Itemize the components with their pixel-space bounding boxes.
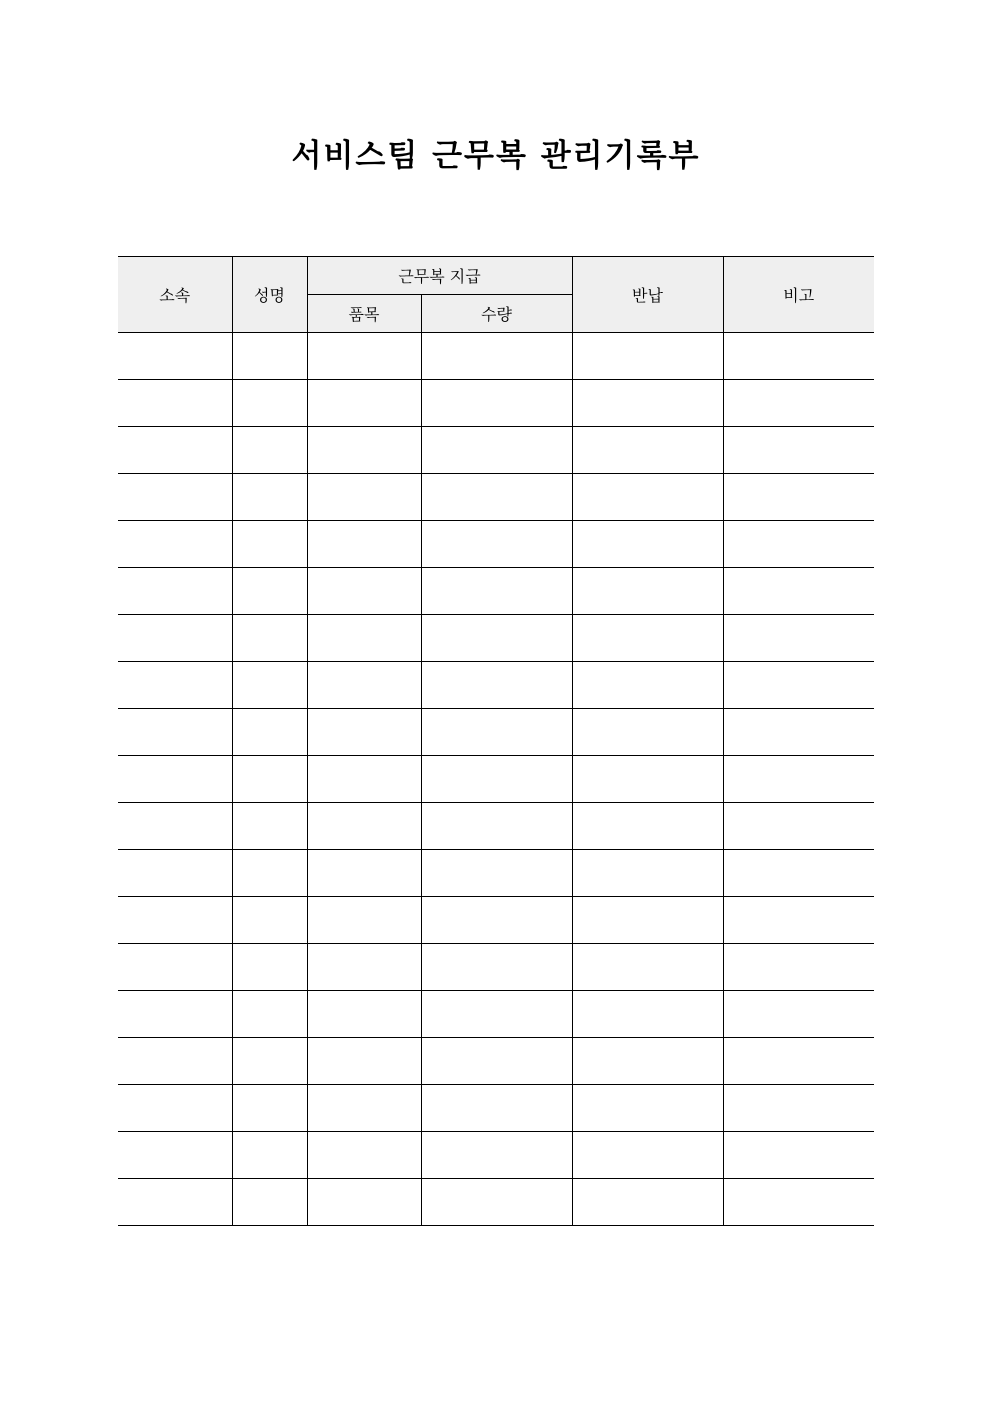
cell-name — [232, 897, 307, 944]
cell-item — [307, 615, 421, 662]
cell-name — [232, 709, 307, 756]
cell-quantity — [421, 615, 572, 662]
header-remarks: 비고 — [723, 257, 874, 333]
table-row — [118, 897, 874, 944]
cell-remarks — [723, 897, 874, 944]
cell-item — [307, 897, 421, 944]
cell-item — [307, 756, 421, 803]
cell-affiliation — [118, 427, 232, 474]
header-item: 품목 — [307, 295, 421, 333]
table-row — [118, 568, 874, 615]
cell-return — [572, 380, 723, 427]
cell-name — [232, 1179, 307, 1226]
cell-item — [307, 709, 421, 756]
cell-name — [232, 615, 307, 662]
cell-affiliation — [118, 991, 232, 1038]
cell-return — [572, 1132, 723, 1179]
cell-quantity — [421, 850, 572, 897]
cell-name — [232, 1132, 307, 1179]
cell-item — [307, 380, 421, 427]
cell-quantity — [421, 568, 572, 615]
cell-remarks — [723, 1038, 874, 1085]
cell-quantity — [421, 1038, 572, 1085]
cell-remarks — [723, 1132, 874, 1179]
cell-affiliation — [118, 1085, 232, 1132]
cell-name — [232, 662, 307, 709]
cell-affiliation — [118, 380, 232, 427]
table-row — [118, 615, 874, 662]
cell-item — [307, 521, 421, 568]
cell-quantity — [421, 521, 572, 568]
cell-return — [572, 568, 723, 615]
cell-name — [232, 521, 307, 568]
cell-item — [307, 662, 421, 709]
header-affiliation: 소속 — [118, 257, 232, 333]
cell-remarks — [723, 474, 874, 521]
cell-return — [572, 662, 723, 709]
cell-affiliation — [118, 474, 232, 521]
table-row — [118, 944, 874, 991]
cell-quantity — [421, 897, 572, 944]
cell-remarks — [723, 756, 874, 803]
cell-remarks — [723, 662, 874, 709]
table-row — [118, 333, 874, 380]
cell-affiliation — [118, 1038, 232, 1085]
cell-affiliation — [118, 944, 232, 991]
cell-affiliation — [118, 709, 232, 756]
cell-quantity — [421, 1085, 572, 1132]
cell-remarks — [723, 521, 874, 568]
cell-item — [307, 803, 421, 850]
cell-return — [572, 1085, 723, 1132]
table-row — [118, 756, 874, 803]
cell-affiliation — [118, 615, 232, 662]
cell-quantity — [421, 662, 572, 709]
cell-return — [572, 850, 723, 897]
cell-remarks — [723, 380, 874, 427]
table-row — [118, 521, 874, 568]
cell-quantity — [421, 1179, 572, 1226]
cell-affiliation — [118, 756, 232, 803]
cell-quantity — [421, 427, 572, 474]
cell-item — [307, 427, 421, 474]
cell-name — [232, 756, 307, 803]
cell-item — [307, 944, 421, 991]
cell-return — [572, 709, 723, 756]
cell-return — [572, 427, 723, 474]
cell-item — [307, 333, 421, 380]
cell-remarks — [723, 615, 874, 662]
cell-remarks — [723, 850, 874, 897]
cell-item — [307, 1132, 421, 1179]
cell-affiliation — [118, 1132, 232, 1179]
table-row — [118, 474, 874, 521]
cell-return — [572, 615, 723, 662]
header-uniform-issue: 근무복 지급 — [307, 257, 572, 295]
cell-name — [232, 427, 307, 474]
cell-name — [232, 380, 307, 427]
page-title: 서비스팀 근무복 관리기록부 — [291, 138, 701, 174]
cell-return — [572, 521, 723, 568]
table-header — [118, 257, 874, 333]
cell-quantity — [421, 756, 572, 803]
cell-remarks — [723, 333, 874, 380]
table-row — [118, 427, 874, 474]
cell-affiliation — [118, 850, 232, 897]
table-body — [118, 333, 874, 1226]
cell-affiliation — [118, 521, 232, 568]
cell-name — [232, 991, 307, 1038]
cell-return — [572, 756, 723, 803]
cell-remarks — [723, 803, 874, 850]
cell-remarks — [723, 1085, 874, 1132]
table-row — [118, 1038, 874, 1085]
cell-return — [572, 474, 723, 521]
table-row — [118, 662, 874, 709]
cell-name — [232, 803, 307, 850]
cell-return — [572, 944, 723, 991]
cell-item — [307, 991, 421, 1038]
cell-name — [232, 568, 307, 615]
cell-item — [307, 568, 421, 615]
cell-quantity — [421, 333, 572, 380]
cell-item — [307, 1085, 421, 1132]
header-return: 반납 — [572, 257, 723, 333]
cell-remarks — [723, 991, 874, 1038]
cell-return — [572, 803, 723, 850]
cell-affiliation — [118, 1179, 232, 1226]
cell-name — [232, 333, 307, 380]
cell-affiliation — [118, 897, 232, 944]
header-quantity: 수량 — [421, 295, 572, 333]
cell-remarks — [723, 1179, 874, 1226]
cell-remarks — [723, 568, 874, 615]
cell-item — [307, 1179, 421, 1226]
cell-quantity — [421, 991, 572, 1038]
cell-name — [232, 474, 307, 521]
header-row-top — [118, 257, 874, 295]
cell-item — [307, 1038, 421, 1085]
cell-return — [572, 1038, 723, 1085]
cell-return — [572, 991, 723, 1038]
cell-remarks — [723, 709, 874, 756]
cell-name — [232, 944, 307, 991]
cell-return — [572, 897, 723, 944]
cell-quantity — [421, 1132, 572, 1179]
cell-name — [232, 1038, 307, 1085]
cell-return — [572, 333, 723, 380]
cell-affiliation — [118, 568, 232, 615]
cell-quantity — [421, 474, 572, 521]
cell-item — [307, 850, 421, 897]
table-row — [118, 1085, 874, 1132]
cell-quantity — [421, 944, 572, 991]
cell-name — [232, 850, 307, 897]
table-row — [118, 1179, 874, 1226]
cell-quantity — [421, 803, 572, 850]
cell-return — [572, 1179, 723, 1226]
cell-remarks — [723, 944, 874, 991]
cell-quantity — [421, 380, 572, 427]
uniform-record-table — [118, 256, 874, 1226]
table-row — [118, 380, 874, 427]
cell-quantity — [421, 709, 572, 756]
cell-affiliation — [118, 333, 232, 380]
table-row — [118, 1132, 874, 1179]
cell-item — [307, 474, 421, 521]
cell-remarks — [723, 427, 874, 474]
cell-affiliation — [118, 662, 232, 709]
table-row — [118, 991, 874, 1038]
table-row — [118, 850, 874, 897]
table-row — [118, 803, 874, 850]
table-row — [118, 709, 874, 756]
header-name: 성명 — [232, 257, 307, 333]
cell-affiliation — [118, 803, 232, 850]
cell-name — [232, 1085, 307, 1132]
